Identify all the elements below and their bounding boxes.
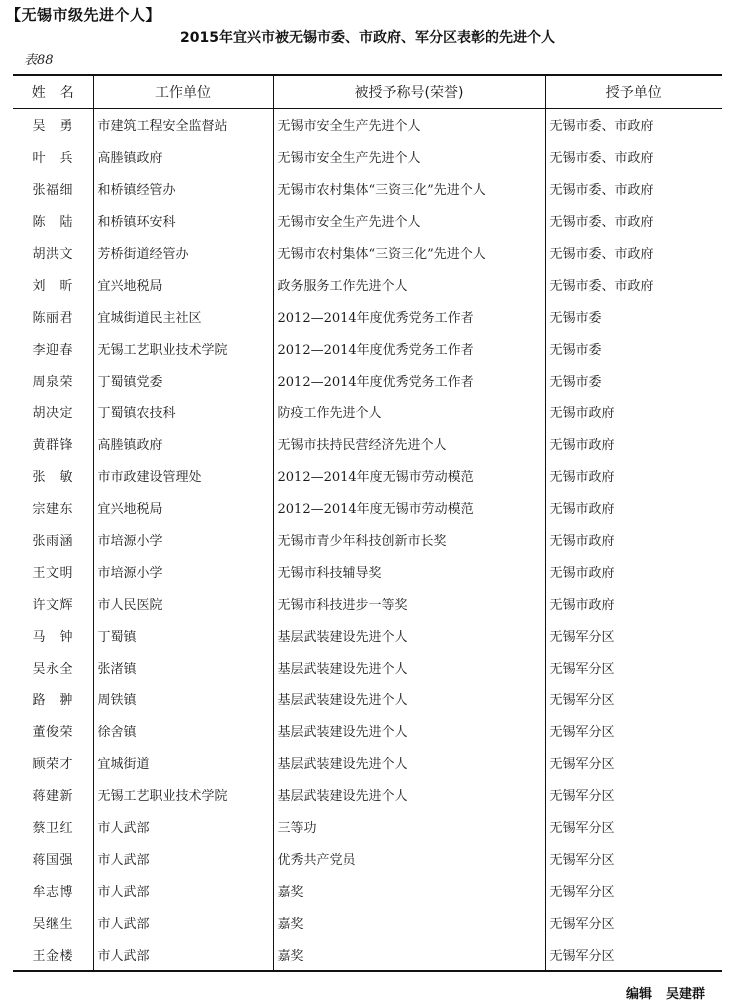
table-body: [13, 109, 722, 972]
cell-granting-unit: 无锡军分区: [545, 938, 722, 971]
cell-work-unit: 和桥镇环安科: [93, 205, 273, 237]
cell-work-unit: 丁蜀镇党委: [93, 364, 273, 396]
cell-granting-unit: 无锡军分区: [545, 906, 722, 938]
cell-name: 张 敏: [32, 470, 73, 486]
cell-honor-title: 无锡市安全生产先进个人: [273, 109, 545, 141]
cell-honor-title: 无锡市农村集体“三资三化”先进个人: [273, 173, 545, 205]
cell-honor-title: 嘉奖: [273, 906, 545, 938]
cell-granting-unit: 无锡市政府: [545, 555, 722, 587]
table-row: [13, 842, 722, 874]
cell-honor-title: 2012—2014年度无锡市劳动模范: [273, 492, 545, 524]
table-row: [13, 428, 722, 460]
table-row: [13, 587, 722, 619]
table-row: [13, 460, 722, 492]
cell-honor-title: 2012—2014年度优秀党务工作者: [273, 300, 545, 332]
cell-work-unit: 张渚镇: [93, 651, 273, 683]
cell-granting-unit: 无锡军分区: [545, 619, 722, 651]
table-row: [13, 268, 722, 300]
cell-granting-unit: 无锡市委: [545, 364, 722, 396]
cell-honor-title: 基层武装建设先进个人: [273, 779, 545, 811]
cell-honor-title: 无锡市科技辅导奖: [273, 555, 545, 587]
table-row: [13, 874, 722, 906]
cell-granting-unit: 无锡市政府: [545, 492, 722, 524]
cell-work-unit: 市人武部: [93, 906, 273, 938]
table-header-row: [13, 75, 722, 109]
cell-honor-title: 2012—2014年度优秀党务工作者: [273, 332, 545, 364]
cell-name: 顾荣才: [32, 757, 73, 773]
cell-honor-title: 基层武装建设先进个人: [273, 683, 545, 715]
cell-honor-title: 2012—2014年度无锡市劳动模范: [273, 460, 545, 492]
cell-name: 张雨涵: [32, 534, 73, 550]
table-row: [13, 300, 722, 332]
header-name: 姓 名: [13, 75, 93, 109]
cell-granting-unit: 无锡军分区: [545, 874, 722, 906]
cell-name: 陈 陆: [32, 215, 73, 231]
cell-honor-title: 无锡市扶持民营经济先进个人: [273, 428, 545, 460]
cell-granting-unit: 无锡市委、市政府: [545, 109, 722, 141]
cell-honor-title: 无锡市青少年科技创新市长奖: [273, 524, 545, 556]
cell-honor-title: 优秀共产党员: [273, 842, 545, 874]
cell-honor-title: 基层武装建设先进个人: [273, 651, 545, 683]
header-honor-title: 被授予称号(荣誉): [273, 75, 545, 109]
cell-granting-unit: 无锡市政府: [545, 460, 722, 492]
cell-granting-unit: 无锡军分区: [545, 779, 722, 811]
cell-granting-unit: 无锡军分区: [545, 651, 722, 683]
cell-work-unit: 市培源小学: [93, 524, 273, 556]
table-row: [13, 492, 722, 524]
cell-name: 吴继生: [32, 916, 73, 932]
cell-work-unit: 和桥镇经管办: [93, 173, 273, 205]
cell-work-unit: 市人武部: [93, 842, 273, 874]
honorees-table: [13, 74, 722, 972]
cell-granting-unit: 无锡市委、市政府: [545, 173, 722, 205]
cell-name: 陈丽君: [32, 310, 73, 326]
cell-granting-unit: 无锡市委、市政府: [545, 141, 722, 173]
cell-granting-unit: 无锡市政府: [545, 524, 722, 556]
section-title: 【无锡市级先进个人】: [6, 6, 162, 24]
cell-name: 路 翀: [32, 693, 73, 709]
cell-honor-title: 无锡市安全生产先进个人: [273, 205, 545, 237]
cell-work-unit: 丁蜀镇农技科: [93, 396, 273, 428]
cell-name: 马 钟: [32, 629, 73, 645]
table-row: [13, 715, 722, 747]
honorees-table-container: [13, 74, 722, 972]
cell-work-unit: 芳桥街道经管办: [93, 237, 273, 269]
cell-name: 周泉荣: [32, 374, 73, 390]
cell-name: 吴 勇: [32, 119, 73, 135]
cell-name: 李迎春: [32, 342, 73, 358]
cell-honor-title: 基层武装建设先进个人: [273, 747, 545, 779]
cell-granting-unit: 无锡市委、市政府: [545, 268, 722, 300]
cell-work-unit: 无锡工艺职业技术学院: [93, 332, 273, 364]
table-row: [13, 524, 722, 556]
cell-name: 张福细: [32, 183, 73, 199]
cell-name: 董俊荣: [32, 725, 73, 741]
table-row: [13, 619, 722, 651]
cell-work-unit: 市培源小学: [93, 555, 273, 587]
cell-name: 王文明: [32, 565, 73, 581]
cell-work-unit: 周铁镇: [93, 683, 273, 715]
cell-honor-title: 无锡市农村集体“三资三化”先进个人: [273, 237, 545, 269]
cell-work-unit: 市人民医院: [93, 587, 273, 619]
header-work-unit: 工作单位: [93, 75, 273, 109]
cell-granting-unit: 无锡市政府: [545, 428, 722, 460]
cell-honor-title: 防疫工作先进个人: [273, 396, 545, 428]
editor-name: 吴建群: [665, 987, 705, 1002]
cell-work-unit: 市人武部: [93, 874, 273, 906]
table-row: [13, 396, 722, 428]
cell-work-unit: 宜兴地税局: [93, 268, 273, 300]
cell-name: 蒋建新: [32, 789, 73, 805]
cell-granting-unit: 无锡市委、市政府: [545, 205, 722, 237]
cell-granting-unit: 无锡军分区: [545, 842, 722, 874]
cell-granting-unit: 无锡市委、市政府: [545, 237, 722, 269]
cell-honor-title: 三等功: [273, 811, 545, 843]
cell-work-unit: 宜兴地税局: [93, 492, 273, 524]
editor-credit: [626, 983, 705, 1002]
cell-name: 蒋国强: [32, 852, 73, 868]
cell-granting-unit: 无锡军分区: [545, 683, 722, 715]
cell-honor-title: 嘉奖: [273, 938, 545, 971]
editor-label: 编辑: [625, 987, 652, 1002]
header-granting-unit: 授予单位: [545, 75, 722, 109]
cell-granting-unit: 无锡军分区: [545, 747, 722, 779]
cell-work-unit: 市人武部: [93, 938, 273, 971]
table-row: [13, 237, 722, 269]
cell-granting-unit: 无锡市政府: [545, 396, 722, 428]
table-row: [13, 811, 722, 843]
table-row: [13, 173, 722, 205]
cell-work-unit: 丁蜀镇: [93, 619, 273, 651]
cell-granting-unit: 无锡市委: [545, 300, 722, 332]
cell-name: 吴永全: [32, 661, 73, 677]
table-row: [13, 938, 722, 971]
table-row: [13, 906, 722, 938]
cell-honor-title: 嘉奖: [273, 874, 545, 906]
cell-honor-title: 无锡市科技进步一等奖: [273, 587, 545, 619]
table-row: [13, 555, 722, 587]
cell-honor-title: 无锡市安全生产先进个人: [273, 141, 545, 173]
table-label: 表88: [24, 53, 54, 68]
cell-granting-unit: 无锡市政府: [545, 587, 722, 619]
cell-work-unit: 宜城街道民主社区: [93, 300, 273, 332]
cell-work-unit: 市人武部: [93, 811, 273, 843]
cell-name: 刘 昕: [32, 278, 73, 294]
table-row: [13, 364, 722, 396]
cell-work-unit: 高塍镇政府: [93, 428, 273, 460]
cell-name: 黄群锋: [32, 438, 73, 454]
cell-name: 蔡卫红: [32, 821, 73, 837]
cell-honor-title: 2012—2014年度优秀党务工作者: [273, 364, 545, 396]
cell-name: 宗建东: [32, 502, 73, 518]
cell-granting-unit: 无锡军分区: [545, 811, 722, 843]
cell-honor-title: 政务服务工作先进个人: [273, 268, 545, 300]
cell-granting-unit: 无锡市委: [545, 332, 722, 364]
table-row: [13, 779, 722, 811]
cell-work-unit: 市建筑工程安全监督站: [93, 109, 273, 141]
cell-work-unit: 市市政建设管理处: [93, 460, 273, 492]
cell-honor-title: 基层武装建设先进个人: [273, 619, 545, 651]
cell-granting-unit: 无锡军分区: [545, 715, 722, 747]
table-row: [13, 205, 722, 237]
cell-work-unit: 高塍镇政府: [93, 141, 273, 173]
table-row: [13, 109, 722, 141]
cell-work-unit: 无锡工艺职业技术学院: [93, 779, 273, 811]
table-row: [13, 683, 722, 715]
table-row: [13, 141, 722, 173]
cell-work-unit: 宜城街道: [93, 747, 273, 779]
cell-name: 牟志博: [32, 884, 73, 900]
cell-name: 胡决定: [32, 406, 73, 422]
table-row: [13, 747, 722, 779]
table-row: [13, 332, 722, 364]
cell-work-unit: 徐舍镇: [93, 715, 273, 747]
cell-name: 胡洪文: [32, 247, 73, 262]
cell-name: 许文辉: [32, 597, 73, 613]
cell-honor-title: 基层武装建设先进个人: [273, 715, 545, 747]
cell-name: 王金楼: [32, 948, 73, 964]
document-title: 2015年宜兴市被无锡市委、市政府、军分区表彰的先进个人: [180, 30, 555, 46]
table-row: [13, 651, 722, 683]
cell-name: 叶 兵: [32, 151, 73, 167]
